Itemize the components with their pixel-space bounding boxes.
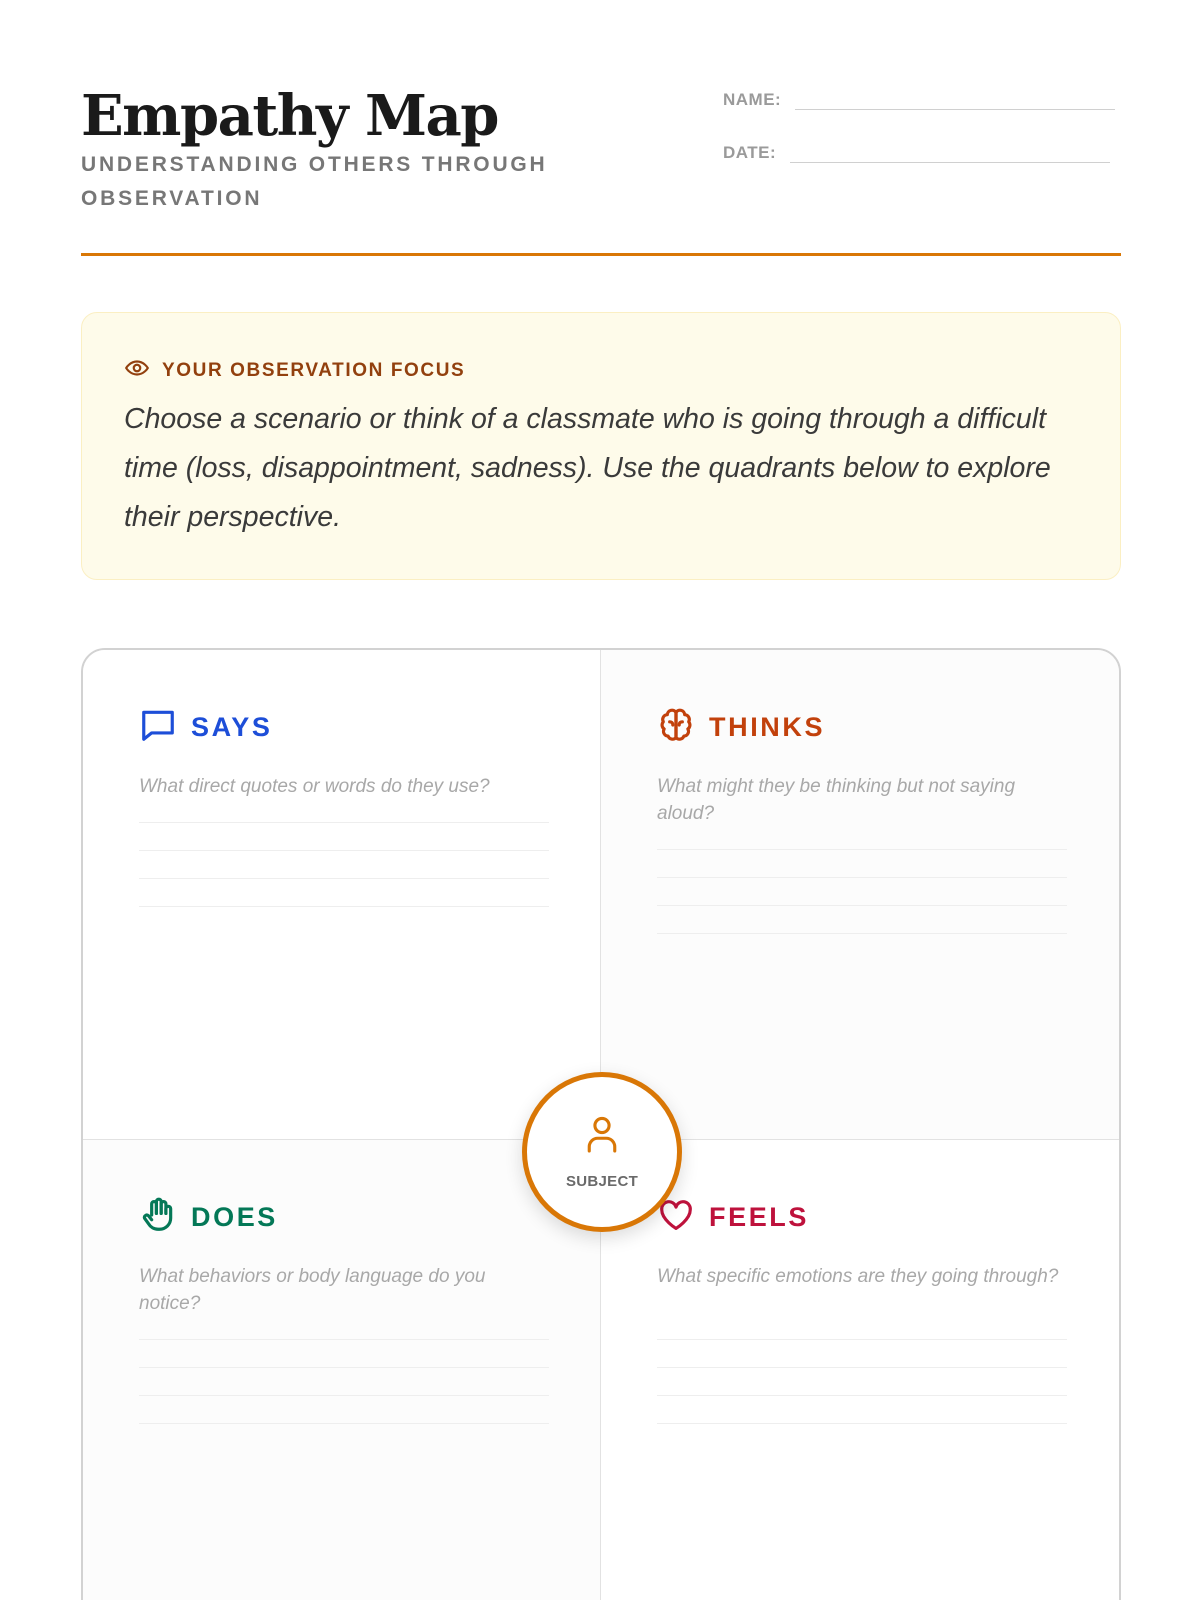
quadrant-feels-title: FEELS bbox=[709, 1202, 810, 1232]
quadrant-thinks-title: THINKS bbox=[709, 712, 826, 742]
focus-label: YOUR OBSERVATION FOCUS bbox=[162, 359, 466, 381]
page-subtitle: UNDERSTANDING OTHERS THROUGH OBSERVATION bbox=[81, 153, 548, 210]
quadrant-does-writing-lines[interactable] bbox=[139, 1312, 549, 1424]
subject-center-badge bbox=[522, 1072, 682, 1232]
quadrant-feels[interactable] bbox=[601, 1140, 1119, 1600]
date-label: DATE: bbox=[723, 143, 777, 162]
name-field[interactable] bbox=[723, 90, 1115, 110]
date-input-line[interactable] bbox=[790, 143, 1110, 163]
quadrant-feels-prompt: What specific emotions are they going through? bbox=[657, 1266, 1059, 1287]
quadrant-says-writing-lines[interactable] bbox=[139, 795, 549, 907]
focus-instructions: Choose a scenario or think of a classmate who is going through a difficult time (loss, disappointment, sadness). Use the quadrants below to explore their perspective. bbox=[124, 403, 1051, 533]
observation-focus-box bbox=[81, 312, 1121, 580]
header-divider bbox=[81, 253, 1121, 256]
quadrant-says-heading bbox=[139, 706, 272, 749]
quadrant-thinks-heading bbox=[657, 706, 825, 749]
quadrant-does-title: DOES bbox=[191, 1202, 278, 1232]
quadrant-feels-heading bbox=[657, 1196, 809, 1239]
eye-icon bbox=[124, 355, 150, 386]
speech-bubble-icon bbox=[139, 706, 177, 749]
quadrant-thinks[interactable] bbox=[601, 650, 1119, 1140]
header bbox=[81, 80, 1121, 256]
name-input-line[interactable] bbox=[795, 90, 1115, 110]
quadrant-does[interactable] bbox=[83, 1140, 601, 1600]
subject-label: SUBJECT bbox=[565, 1173, 639, 1190]
date-field[interactable] bbox=[723, 143, 1110, 163]
quadrant-thinks-writing-lines[interactable] bbox=[657, 822, 1067, 934]
quadrant-says-title: SAYS bbox=[191, 712, 273, 742]
quadrant-says-prompt: What direct quotes or words do they use? bbox=[139, 776, 490, 797]
brain-icon bbox=[657, 706, 695, 749]
quadrant-feels-writing-lines[interactable] bbox=[657, 1312, 1067, 1424]
quadrant-does-heading bbox=[139, 1196, 278, 1239]
quadrant-thinks-prompt: What might they be thinking but not saying aloud? bbox=[657, 776, 1016, 824]
quadrant-says[interactable] bbox=[83, 650, 601, 1140]
quadrant-does-prompt: What behaviors or body language do you notice? bbox=[139, 1266, 486, 1314]
name-label: NAME: bbox=[723, 90, 782, 109]
hand-icon bbox=[139, 1196, 177, 1239]
focus-heading bbox=[124, 355, 465, 386]
page-title: Empathy Map bbox=[81, 83, 498, 149]
